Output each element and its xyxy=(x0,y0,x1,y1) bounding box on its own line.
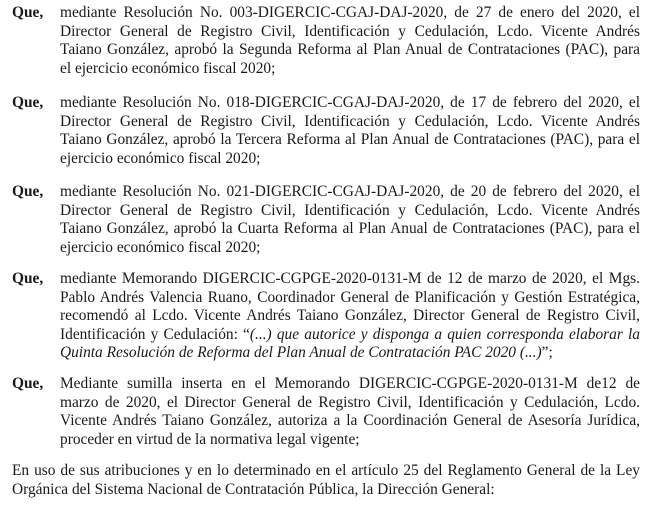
quote-italic: Quinta Resolución de Reforma del Plan Anual de Contratación PAC 2020 (...) xyxy=(60,344,542,362)
quote-suffix: ”; xyxy=(541,344,553,362)
clause-line-quote xyxy=(60,344,640,363)
clause-line: Director General de Registro Civil, Identificación y Cedulación, Lcdo. Vicente Andrés xyxy=(60,201,640,219)
clause-line: mediante Resolución No. 003-DIGERCIC-CGAJ-DAJ-2020, de 27 de enero del 2020, el xyxy=(60,4,640,21)
clause-line: Taiano González, aprobó la Cuarta Reforma al Plan Anual de Contrataciones (PAC), para el xyxy=(60,220,640,238)
clause-body xyxy=(60,94,640,168)
clause-line: Director General de Registro Civil, Identificación y Cedulación, Lcdo. Vicente Andrés xyxy=(60,22,640,40)
clause-line: el ejercicio económico fiscal 2020; xyxy=(60,59,276,77)
clause-line: mediante Resolución No. 021-DIGERCIC-CGAJ-DAJ-2020, de 20 de febrero del 2020, el xyxy=(60,183,640,200)
closing-line: En uso de sus atribuciones y en lo determinado en el artículo 25 del Reglamento General de la Ley xyxy=(12,462,640,479)
clause-label: Que, xyxy=(12,270,44,287)
closing-paragraph xyxy=(12,462,640,499)
clause-body xyxy=(60,375,640,449)
clause-body xyxy=(60,4,640,78)
clause-line: Pablo Andrés Valencia Ruano, Coordinador General de Planificación y Gestión Estratégica, xyxy=(60,288,640,306)
clause-line: mediante Resolución No. 018-DIGERCIC-CGAJ-DAJ-2020, de 17 de febrero del 2020, el xyxy=(60,94,640,111)
clause-line: ejercicio económico fiscal 2020; xyxy=(60,238,261,256)
closing-line: Orgánica del Sistema Nacional de Contratación Pública, la Dirección General: xyxy=(12,480,495,498)
clause-line: proceder en virtud de la normativa legal vigente; xyxy=(60,430,360,448)
clause-line: mediante Memorando DIGERCIC-CGPGE-2020-0131-M de 12 de marzo de 2020, el Mgs. xyxy=(60,270,640,287)
quote-prefix: Identificación y Cedulación: “ xyxy=(60,325,250,343)
clause-line: Taiano González, aprobó la Segunda Reforma al Plan Anual de Contrataciones (PAC), para xyxy=(60,41,640,59)
clause-line: ejercicio económico fiscal 2020; xyxy=(60,149,261,167)
clause-label: Que, xyxy=(12,4,44,21)
clause-line: Director General de Registro Civil, Identificación y Cedulación, Lcdo. Vicente Andrés xyxy=(60,112,640,130)
clause-line-quote xyxy=(60,326,640,345)
clause-line: Taiano González, aprobó la Tercera Reforma al Plan Anual de Contrataciones (PAC), para el xyxy=(60,131,640,149)
quote-italic: (...) que autorice y disponga a quien corresponda elaborar la xyxy=(249,325,640,343)
clause-line: marzo de 2020, el Director General de Registro Civil, Identificación y Cedulación, Lcdo. xyxy=(60,393,640,411)
clause-label: Que, xyxy=(12,183,44,200)
clause-body xyxy=(60,183,640,257)
clause-line: Vicente Andrés Taiano González, autoriza a la Coordinación General de Asesoría Jurídica, xyxy=(60,412,640,430)
clause-body xyxy=(60,270,640,363)
clause-line: Mediante sumilla inserta en el Memorando DIGERCIC-CGPGE-2020-0131-M de12 de xyxy=(60,375,640,392)
clause-label: Que, xyxy=(12,94,44,111)
clause-label: Que, xyxy=(12,375,44,392)
clause-line: recomendó al Lcdo. Vicente Andrés Taiano González, Director General de Registro Civil, xyxy=(60,307,640,325)
